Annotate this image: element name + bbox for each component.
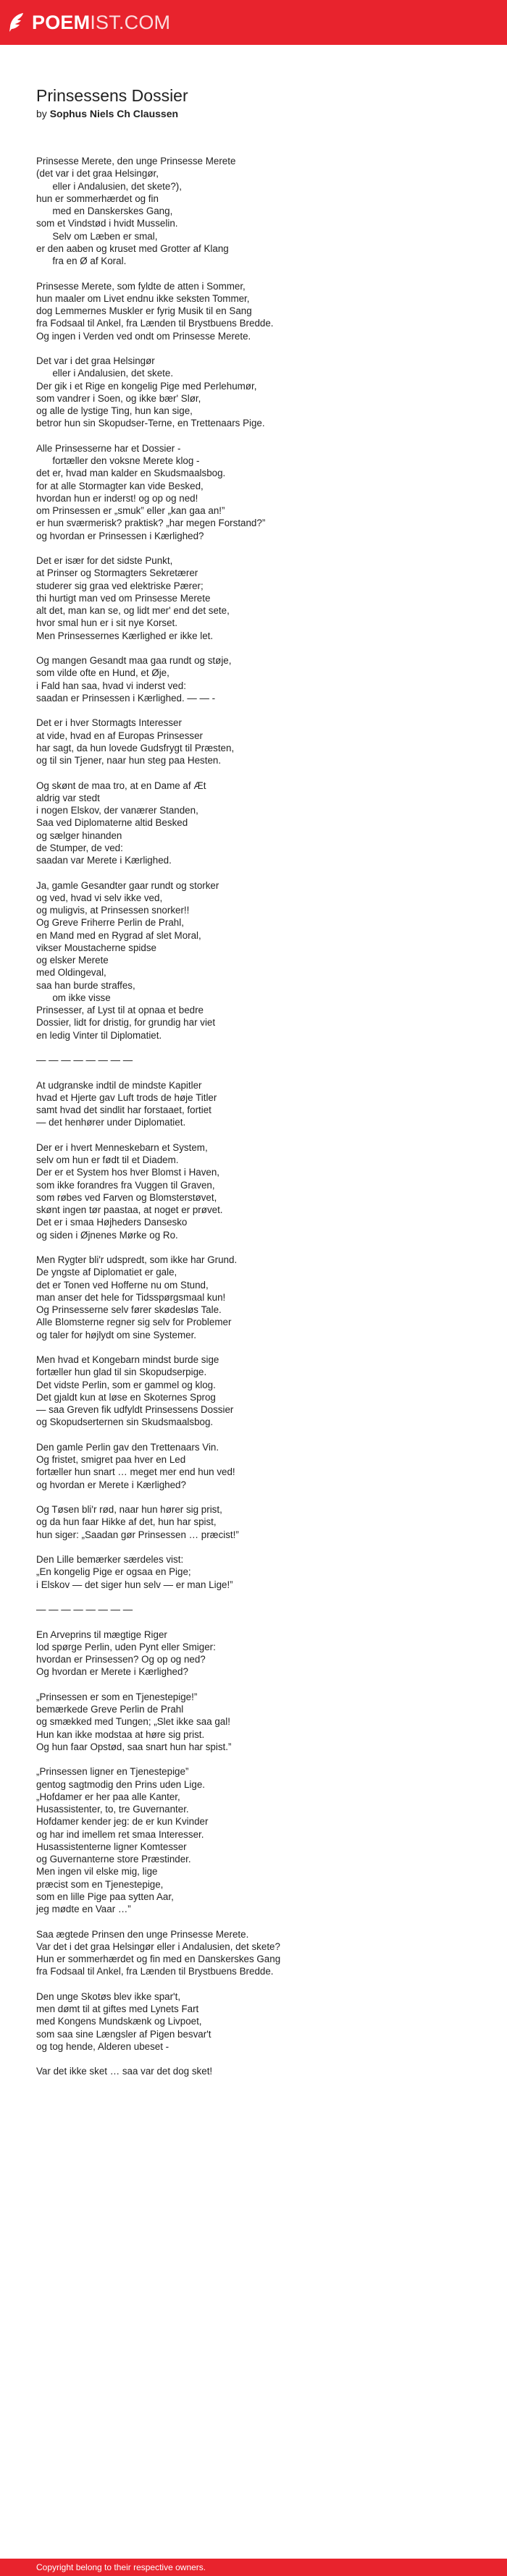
poem-line: Det var i det graa Helsingør <box>36 355 155 366</box>
poem-line: — det henhører under Diplomatiet. <box>36 1117 186 1128</box>
brand-name-domain: IST.COM <box>90 11 171 33</box>
poem-line: „Prinsessen er som en Tjenestepige!” <box>36 1691 198 1702</box>
poem-stanza <box>36 654 471 704</box>
poem-line: med en Danskerskes Gang, <box>36 206 173 216</box>
poem-line: Det er især for det sidste Punkt, <box>36 555 173 566</box>
poem-line: med Oldingeval, <box>36 967 106 979</box>
poem-line: og muligvis, at Prinsessen snorker!! <box>36 905 190 916</box>
poem-line: aldrig var stedt <box>36 792 100 803</box>
poem-line: som ikke forandres fra Vuggen til Graven, <box>36 1179 215 1191</box>
poem-line: i Elskov — det siger hun selv — er man Lige!” <box>36 1579 233 1590</box>
poem-stanza <box>36 280 471 342</box>
poem-line: hun er sommerhærdet og fin <box>36 193 159 204</box>
poem-stanza <box>36 1990 471 2053</box>
poem-line: fra en Ø af Koral. <box>36 256 127 266</box>
poem-line: de Stumper, de ved: <box>36 842 123 853</box>
poem-line: „Prinsessen ligner en Tjenestepige” <box>36 1766 189 1778</box>
poem-line: Var det ikke sket … saa var det dog sket! <box>36 2066 213 2077</box>
poem-line: og hvordan er Prinsessen i Kærlighed? <box>36 530 204 541</box>
poem-line: og Guvernanterne store Præstinder. <box>36 1854 191 1865</box>
poem-line: om Prinsessen er „smuk” eller „kan gaa an!” <box>36 505 225 516</box>
author-link[interactable]: Sophus Niels Ch Claussen <box>49 108 179 119</box>
poem-line: Og fristet, smigret paa hver en Led <box>36 1454 186 1465</box>
poem-line: hvad et Hjerte gav Luft trods de høje Titler <box>36 1091 217 1103</box>
poem-title: Prinsessens Dossier <box>36 86 188 105</box>
poem-stanza <box>36 1603 471 1616</box>
poem-stanza <box>36 442 471 542</box>
poem-stanza <box>36 1354 471 1429</box>
poem-stanza <box>36 554 471 642</box>
poem-line: Hun kan ikke modstaa at høre sig prist. <box>36 1728 205 1740</box>
poem-line: og da hun faar Hikke af det, hun har spist, <box>36 1516 217 1528</box>
poem-line: Var det i det graa Helsingør eller i Andalusien, det skete? <box>36 1941 280 1952</box>
poem-line: og tog hende, Alderen ubeset - <box>36 2040 169 2052</box>
poem-line: fra Fodsaal til Ankel, fra Lænden til Brystbuens Bredde. <box>36 1966 274 1977</box>
poem-line: Det vidste Perlin, som er gammel og klog. <box>36 1379 216 1390</box>
poem-stanza <box>36 1765 471 1915</box>
poem-stanza <box>36 1441 471 1491</box>
poem-line: Prinsesse Merete, den unge Prinsesse Merete <box>36 156 236 166</box>
poem-line: fra Fodsaal til Ankel, fra Lænden til Brystbuens Bredde. <box>36 318 274 329</box>
poem-line: jeg mødte en Vaar …” <box>36 1904 131 1914</box>
poem-line: — — — — — — — — <box>36 1604 133 1615</box>
poem-line: Husassistenterne ligner Komtesser <box>36 1841 187 1852</box>
poem-line: Den Lille bemærker særdeles vist: <box>36 1554 184 1565</box>
poem-line: selv om hun er født til et Diadem. <box>36 1154 179 1165</box>
poem-line: (det var i det graa Helsingør, <box>36 168 159 180</box>
poem-line: hun maaler om Livet endnu ikke seksten Tommer, <box>36 292 250 304</box>
poem-line: At udgranske indtil de mindste Kapitler <box>36 1079 202 1091</box>
poem-line: Den unge Skotøs blev ikke spar't, <box>36 1990 181 2002</box>
poem-line: man anser det hele for Tidsspørgsmaal kun! <box>36 1291 226 1303</box>
poem-line: Men Rygter bli'r udspredt, som ikke har Grund. <box>36 1254 238 1265</box>
poem-line: Og mangen Gesandt maa gaa rundt og støje, <box>36 655 232 666</box>
byline <box>36 107 471 120</box>
poem-stanza <box>36 1691 471 1753</box>
poem-line: og har ind imellem ret smaa Interesser. <box>36 1828 204 1840</box>
poem-line: Saa ægtede Prinsen den unge Prinsesse Merete. <box>36 1928 249 1940</box>
poem-line: har sagt, da hun lovede Gudsfrygt til Præsten, <box>36 742 235 753</box>
poem-line: om ikke visse <box>36 992 111 1003</box>
poem-line: Og Prinsesserne selv fører skødesløs Tale. <box>36 1304 222 1315</box>
poem-line: „Hofdamer er her paa alle Kanter, <box>36 1791 180 1802</box>
poem-line: er den aaben og kruset med Grotter af Klang <box>36 242 229 254</box>
poem-stanza <box>36 780 471 867</box>
poem-line: en Mand med en Rygrad af slet Moral, <box>36 929 201 941</box>
poem-line: i Fald han saa, hvad vi inderst ved: <box>36 680 186 691</box>
poem-article <box>36 85 471 2090</box>
poem-line: fortæller hun glad til sin Skopudserpige. <box>36 1367 207 1378</box>
poem-line: saa han burde straffes, <box>36 979 135 991</box>
poem-line: saadan var Merete i Kærlighed. <box>36 855 172 866</box>
poem-line: som saa sine Længsler af Pigen besvar't <box>36 2028 211 2040</box>
poem-line: Og Greve Friherre Perlin de Prahl, <box>36 917 184 929</box>
poem-line: hun siger: „Saadan gør Prinsessen … præcist!” <box>36 1529 239 1540</box>
poem-line: for at alle Stormagter kan vide Besked, <box>36 480 204 491</box>
poem-line: samt hvad det sindlit har forstaaet, fortiet <box>36 1105 211 1115</box>
poem-line: og elsker Merete <box>36 955 109 966</box>
poem-line: hvordan hun er inderst! og op og ned! <box>36 492 198 504</box>
poem-stanza <box>36 1629 471 1678</box>
poem-line: men dømt til at giftes med Lynets Fart <box>36 2003 199 2014</box>
site-footer <box>0 2559 507 2576</box>
poem-line: Der er et System hos hver Blomst i Haven, <box>36 1167 220 1178</box>
poem-line: — saa Greven fik udfyldt Prinsessens Dossier <box>36 1404 234 1415</box>
poem-line: det er, hvad man kalder en Skudsmaalsbog. <box>36 468 226 479</box>
poem-line: Saa ved Diplomaterne altid Besked <box>36 817 188 829</box>
poem-line: som en lille Pige paa sytten Aar, <box>36 1891 174 1902</box>
poem-line: Alle Blomsterne regner sig selv for Problemer <box>36 1317 232 1328</box>
poem-line: saadan er Prinsessen i Kærlighed. — — - <box>36 692 216 704</box>
poem-line: eller i Andalusien, det skete. <box>36 368 174 379</box>
poem-stanza <box>36 1503 471 1541</box>
poem-line: Husassistenter, to, tre Guvernanter. <box>36 1804 189 1815</box>
poem-stanza <box>36 1553 471 1591</box>
brand-name-bold: POEM <box>32 11 91 33</box>
poem-line: og alle de lystige Ting, hun kan sige, <box>36 405 193 416</box>
poem-line: og siden i Øjnenes Mørke og Ro. <box>36 1229 178 1241</box>
poem-stanza <box>36 1054 471 1066</box>
poem-line: hvor smal hun er i sit nye Korset. <box>36 617 177 629</box>
poem-line: „En kongelig Pige er ogsaa en Pige; <box>36 1566 191 1578</box>
poem-line: at Prinser og Stormagters Sekretærer <box>36 567 198 579</box>
poem-line: Det er i hver Stormagts Interesser <box>36 717 182 729</box>
poem-line: studerer sig graa ved elektriske Pærer; <box>36 580 204 591</box>
poem-line: Dossier, lidt for dristig, for grundig har viet <box>36 1017 216 1029</box>
poem-line: eller i Andalusien, det skete?), <box>36 180 182 192</box>
poem-line: Det er i smaa Højheders Dansesko <box>36 1217 188 1228</box>
poem-line: lod spørge Perlin, uden Pynt eller Smiger: <box>36 1641 216 1652</box>
poem-line: en ledig Vinter til Diplomatiet. <box>36 1029 162 1041</box>
poem-stanza <box>36 1141 471 1241</box>
poem-line: bemærkede Greve Perlin de Prahl <box>36 1704 184 1715</box>
poem-line: Prinsesse Merete, som fyldte de atten i Sommer, <box>36 280 246 292</box>
poem-stanza <box>36 1079 471 1129</box>
poem-line: Hun er sommerhærdet og fin med en Danskerskes Gang <box>36 1954 281 1964</box>
poem-line: skønt ingen tør paastaa, at noget er prøvet. <box>36 1204 223 1215</box>
poem-line: som røbes ved Farven og Blomsterstøvet, <box>36 1191 217 1203</box>
poem-stanza <box>36 2065 471 2077</box>
poem-stanza <box>36 879 471 1042</box>
poem-line: og til sin Tjener, naar hun steg paa Hesten. <box>36 755 222 766</box>
poem-line: er hun sværmerisk? praktisk? „har megen Forstand?” <box>36 518 266 529</box>
poem-line: Men hvad et Kongebarn mindst burde sige <box>36 1354 219 1365</box>
poem-stanza <box>36 1928 471 1978</box>
poem-line: thi hurtigt man ved om Prinsesse Merete <box>36 592 211 604</box>
poem-line: og hvordan er Merete i Kærlighed? <box>36 1479 186 1490</box>
poem-line: som vilde ofte en Hund, et Øje, <box>36 667 169 679</box>
poem-line: alt det, man kan se, og lidt mer' end det sete, <box>36 605 230 616</box>
poem-line: og sælger hinanden <box>36 829 122 841</box>
poem-line: Der gik i et Rige en kongelig Pige med Perlehumør, <box>36 380 257 392</box>
poem-line: fortæller hun snart … meget mer end hun ved! <box>36 1466 235 1478</box>
poem-line: Den gamle Perlin gav den Trettenaars Vin. <box>36 1441 219 1453</box>
site-logo-link[interactable] <box>7 9 170 35</box>
poem-line: og taler for højlydt om sine Systemer. <box>36 1329 197 1340</box>
poem-line: — — — — — — — — <box>36 1055 133 1065</box>
poem-line: Alle Prinsesserne har et Dossier - <box>36 442 181 454</box>
poem-line: hvordan er Prinsessen? Og op og ned? <box>36 1654 206 1665</box>
poem-line: En Arveprins til mægtige Riger <box>36 1629 167 1640</box>
poem-body <box>36 155 471 2078</box>
by-label: by <box>36 108 47 119</box>
poem-line: som vandrer i Soen, og ikke bær' Slør, <box>36 392 201 404</box>
poem-line: Ja, gamle Gesandter gaar rundt og storker <box>36 879 219 891</box>
poem-line: præcist som en Tjenestepige, <box>36 1878 164 1890</box>
poem-line: det er Tonen ved Hofferne nu om Stund, <box>36 1279 209 1291</box>
poem-line: Hofdamer kender jeg: de er kun Kvinder <box>36 1816 209 1828</box>
poem-line: med Kongens Mundskænk og Livpoet, <box>36 2016 202 2027</box>
poem-line: Men Prinsessernes Kærlighed er ikke let. <box>36 630 214 641</box>
poem-line: fortæller den voksne Merete klog - <box>36 455 200 466</box>
poem-line: Og hun faar Opstød, saa snart hun har spist.” <box>36 1741 232 1752</box>
poem-stanza <box>36 1254 471 1341</box>
poem-line: Og ingen i Verden ved ondt om Prinsesse Merete. <box>36 330 251 342</box>
poem-line: Men ingen vil elske mig, lige <box>36 1866 158 1878</box>
copyright-notice: Copyright belong to their respective owners. <box>36 2562 206 2572</box>
poem-line: Det gjaldt kun at løse en Skoternes Sprog <box>36 1391 216 1403</box>
poem-line: og Skopudserternen sin Skudsmaalsbog. <box>36 1416 214 1428</box>
poem-line: som et Vindstød i hvidt Musselin. <box>36 218 178 229</box>
poem-line: at vide, hvad en af Europas Prinsesser <box>36 730 204 741</box>
poem-line: Og hvordan er Merete i Kærlighed? <box>36 1666 188 1678</box>
poem-stanza <box>36 355 471 430</box>
poem-stanza <box>36 717 471 767</box>
poem-line: og smækked med Tungen; „Slet ikke saa gal! <box>36 1716 230 1728</box>
poem-line: De yngste af Diplomatiet er gale, <box>36 1267 177 1278</box>
poem-stanza <box>36 155 471 267</box>
poem-line: betror hun sin Skopudser-Terne, en Trettenaars Pige. <box>36 418 265 429</box>
poem-line: Prinsesser, af Lyst til at opnaa et bedre <box>36 1005 204 1015</box>
poem-line: Og skønt de maa tro, at en Dame af Æt <box>36 780 206 791</box>
poem-line: i nogen Elskov, der vanærer Standen, <box>36 805 198 816</box>
feather-icon <box>7 12 26 33</box>
poem-line: vikser Moustacherne spidse <box>36 942 156 953</box>
poem-line: dog Lemmernes Muskler er fyrig Musik til en Sang <box>36 305 252 316</box>
poem-line: Og Tøsen bli'r rød, naar hun hører sig prist, <box>36 1504 222 1515</box>
poem-line: gentog sagtmodig den Prins uden Lige. <box>36 1778 206 1790</box>
site-header <box>0 0 507 45</box>
poem-line: Der er i hvert Menneskebarn et System, <box>36 1141 208 1153</box>
poem-line: og ved, hvad vi selv ikke ved, <box>36 892 163 903</box>
poem-line: Selv om Læben er smal, <box>36 230 158 242</box>
